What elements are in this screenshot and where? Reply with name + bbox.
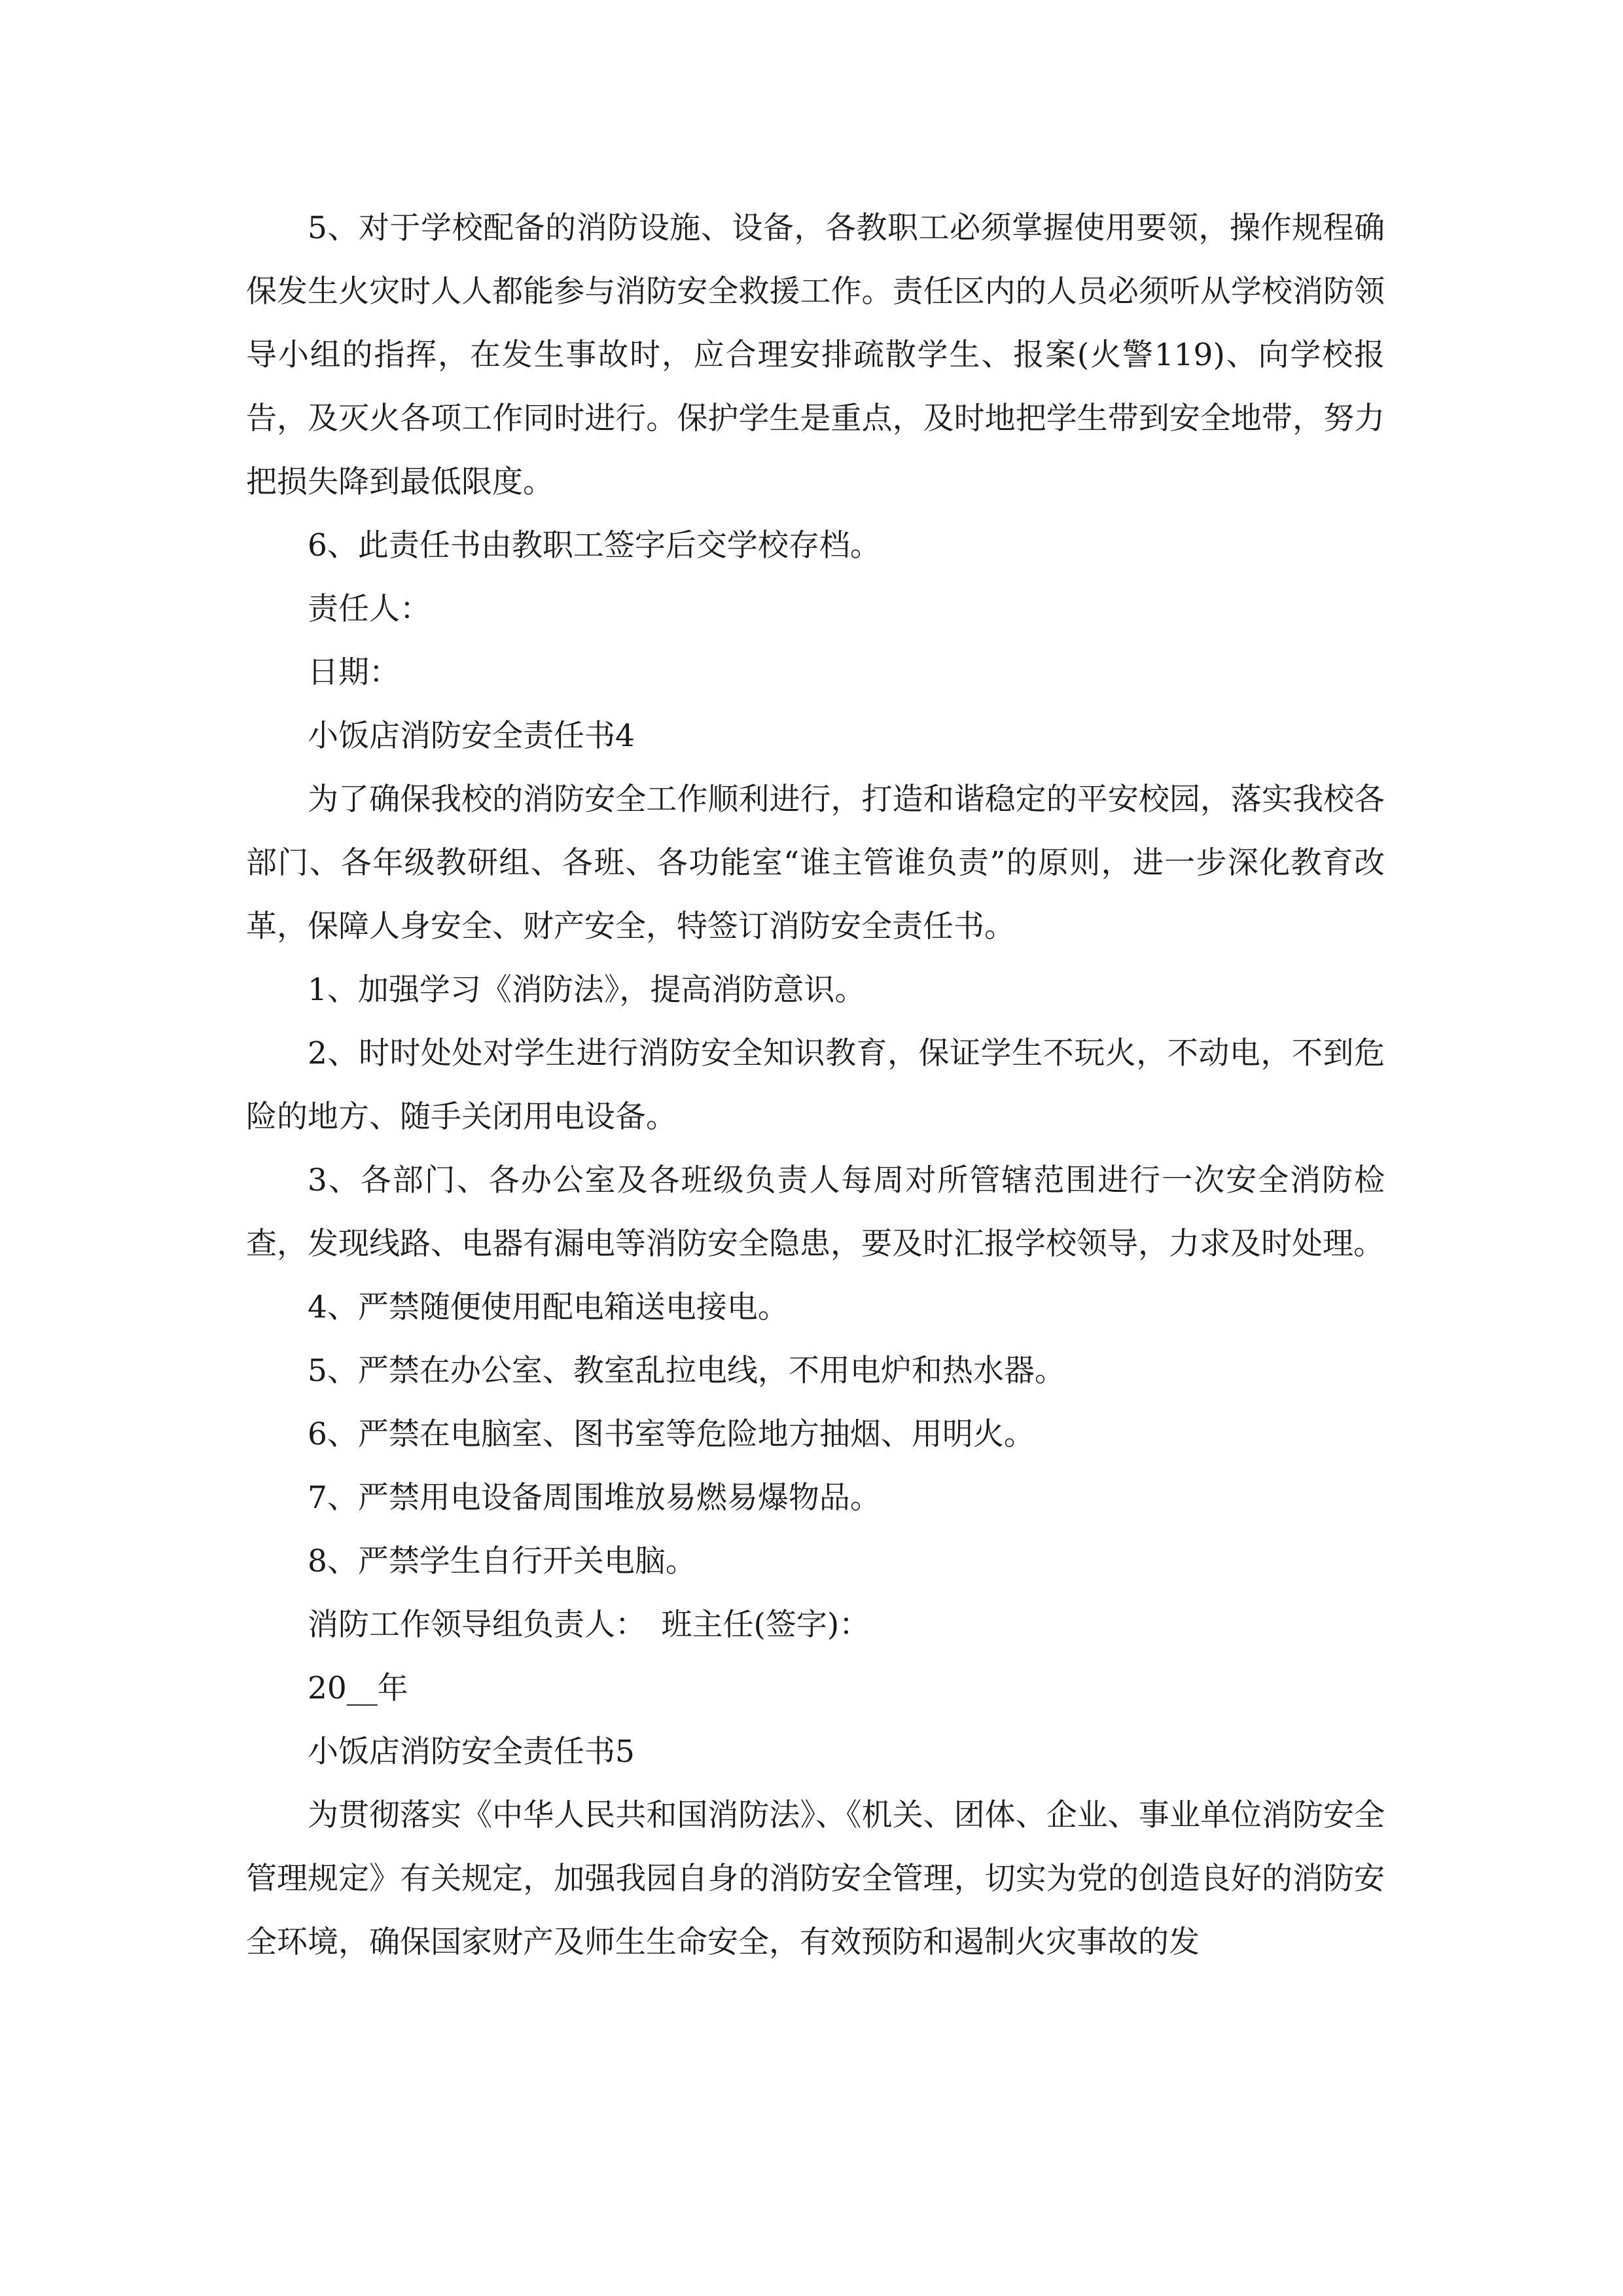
paragraph-item-5-wiring: 5、严禁在办公室、教室乱拉电线，不用电炉和热水器。 (308, 1353, 1065, 1389)
signature-line: 消防工作领导组负责人： 班主任(签字)： (308, 1607, 870, 1643)
section-title-5: 小饭店消防安全责任书5 (308, 1734, 635, 1770)
paragraph-intro-4: 为了确保我校的消防安全工作顺利进行，打造和谐稳定的平安校园，落实我校各部门、各年级教研组、各班、各功能室“谁主管谁负责”的原则，进一步深化教育改革，保障人身安全、财产安全，特签订消防安全责任书。 (246, 781, 1385, 944)
paragraph-item-3-inspection: 3、各部门、各办公室及各班级负责人每周对所管辖范围进行一次安全消防检查，发现线路、电器有漏电等消防安全隐患，要及时汇报学校领导，力求及时处理。 (246, 1162, 1385, 1262)
paragraph-item-6-archive: 6、此责任书由教职工签字后交学校存档。 (308, 528, 881, 564)
paragraph-item-5-equipment: 5、对于学校配备的消防设施、设备，各教职工必须掌握使用要领，操作规程确保发生火灾时人人都能参与消防安全救援工作。责任区内的人员必须听从学校消防领导小组的指挥，在发生事故时，应合理安排疏散学生、报案(火警119)、向学校报告，及灭火各项工作同时进行。保护学生是重点，及时地把学生带到安全地带，努力把损失降到最低限度。 (246, 210, 1385, 500)
responsible-person-label: 责任人： (308, 591, 431, 627)
year-line: 20__年 (308, 1670, 408, 1706)
paragraph-item-7-flammables: 7、严禁用电设备周围堆放易燃易爆物品。 (308, 1480, 881, 1516)
date-label: 日期： (308, 655, 400, 691)
paragraph-item-6-smoking: 6、严禁在电脑室、图书室等危险地方抽烟、用明火。 (308, 1416, 1035, 1452)
paragraph-item-2-education: 2、时时处处对学生进行消防安全知识教育，保证学生不玩火，不动电，不到危险的地方、随手关闭用电设备。 (246, 1035, 1385, 1135)
paragraph-item-4-power: 4、严禁随便使用配电箱送电接电。 (308, 1289, 789, 1325)
section-title-4: 小饭店消防安全责任书4 (308, 718, 635, 754)
paragraph-intro-5: 为贯彻落实《中华人民共和国消防法》、《机关、团体、企业、事业单位消防安全管理规定》有关规定，加强我园自身的消防安全管理，切实为党的创造良好的消防安全环境，确保国家财产及师生生命安全，有效预防和遏制火灾事故的发 (246, 1797, 1385, 1960)
document-body (246, 196, 1385, 1974)
paragraph-item-1-study: 1、加强学习《消防法》，提高消防意识。 (308, 972, 866, 1008)
paragraph-item-8-computers: 8、严禁学生自行开关电脑。 (308, 1543, 696, 1579)
